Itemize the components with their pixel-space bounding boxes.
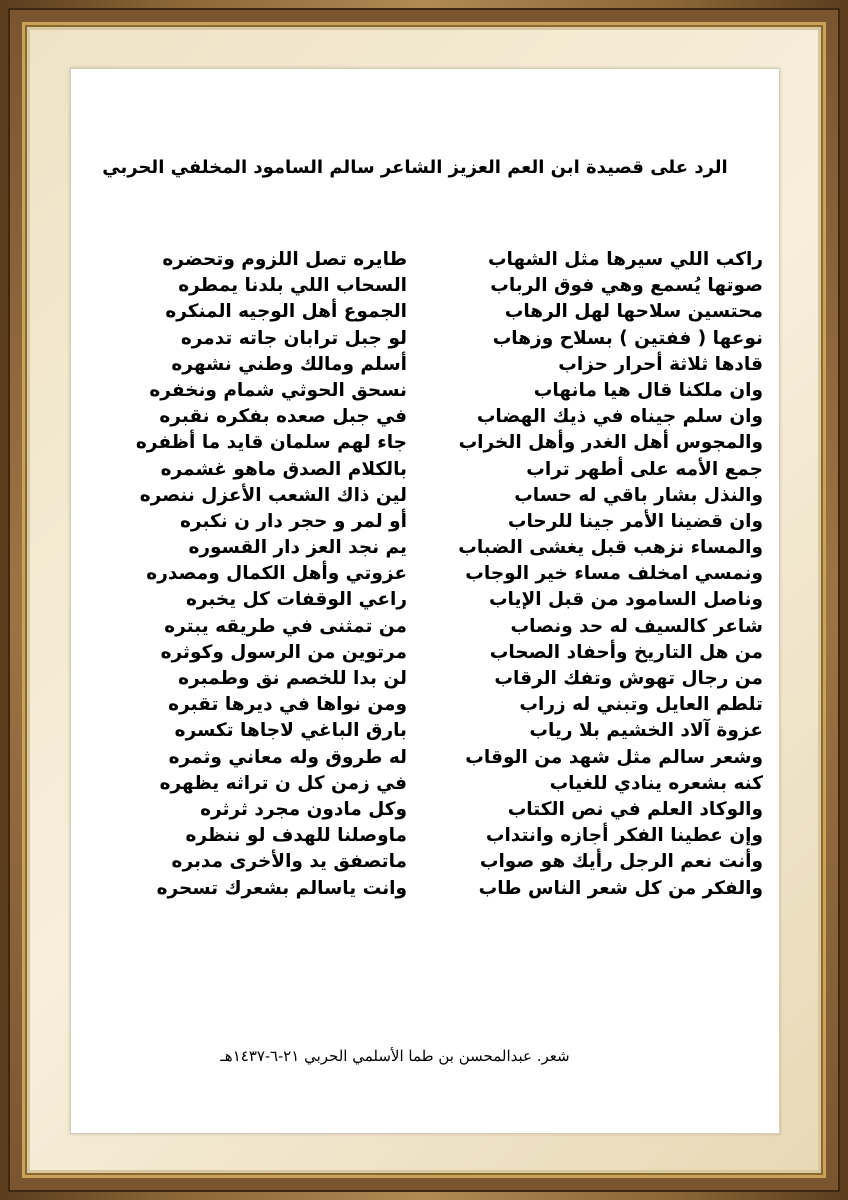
verse-line: ماتصفق يد والأخرى مدبره — [171, 851, 407, 873]
verse-line: والمساء نزهب قبل يغشى الضباب — [458, 537, 763, 559]
verse-line: من تمثنى في طريقه يبتره — [164, 615, 407, 637]
verse-line: بالكلام الصدق ماهو غشمره — [160, 458, 407, 480]
verse-line: صوتها يُسمع وهي فوق الرباب — [490, 275, 763, 297]
verse-line: ونمسي امخلف مساء خير الوجاب — [465, 563, 763, 585]
verse-line: وان سلم جيناه في ذيك الهضاب — [476, 406, 763, 428]
verse-line: لين ذاك الشعب الأعزل ننصره — [139, 484, 407, 506]
poem-body — [71, 247, 779, 1007]
verse-line: يم نجد العز دار القسوره — [188, 537, 407, 559]
second-hemistichs-column — [77, 247, 407, 902]
verse-line: من هل التاريخ وأحفاد الصحاب — [489, 641, 763, 663]
poem-document — [70, 68, 780, 1134]
verse-line: والنذل بشار باقي له حساب — [514, 484, 763, 506]
verse-line: وناصل السامود من قبل الإياب — [488, 589, 763, 611]
verse-line: بارق الباغي لاجاها تكسره — [174, 720, 407, 742]
verse-line: أو لمر و حجر دار ن نكبره — [180, 510, 407, 532]
verse-line: الجموع أهل الوجيه المنكره — [165, 301, 407, 323]
verse-line: ومن نواها في ديرها تقبره — [168, 694, 407, 716]
verse-line: نسحق الحوثي شمام ونخفره — [149, 379, 407, 401]
verse-line: لو جبل ترابان جاته تدمره — [180, 327, 407, 349]
verse-line: لن بدا للخصم نق وطمبره — [178, 668, 407, 689]
verse-line: نوعها ( ففتين ) بسلاح وزهاب — [492, 327, 763, 349]
verse-line: مرتوين من الرسول وكوثره — [160, 641, 407, 663]
verse-line: طايره تصل اللزوم وتحضره — [162, 249, 407, 270]
verse-line: والمجوس أهل الغدر وأهل الخراب — [458, 432, 763, 454]
verse-line: وإن عطينا الفكر أجازه وانتداب — [485, 825, 763, 847]
first-hemistichs-column — [433, 247, 763, 902]
verse-line: له طروق وله معاني وثمره — [168, 746, 407, 768]
verse-line: وشعر سالم مثل شهد من الوقاب — [465, 746, 763, 768]
verse-line: جمع الأمه على أطهر تراب — [526, 458, 763, 480]
verse-line: في جبل صعده بفكره نقبره — [159, 406, 407, 428]
verse-line: ماوصلنا للهدف لو ننظره — [185, 825, 407, 847]
verse-line: وان قضينا الأمر جينا للرحاب — [507, 510, 763, 532]
verse-line: من رجال تهوش وتفك الرقاب — [494, 668, 763, 689]
verse-line: وان ملكنا قال هيا مانهاب — [533, 379, 763, 401]
verse-line: السحاب اللي بلدنا يمطره — [178, 275, 407, 297]
verse-line: شاعر كالسيف له حد ونصاب — [510, 615, 763, 637]
poem-title: الرد على قصيدة ابن العم العزيز الشاعر سالم السامود المخلفي الحربي — [102, 157, 728, 178]
verse-line: وانت ياسالم بشعرك تسحره — [156, 877, 407, 899]
poem-signature: شعر. عبدالمحسن بن طما الأسلمي الحربي ٢١-٦-١٤٣٧هـ — [220, 1047, 570, 1065]
verse-line: وكل مادون مجرد ثرثره — [200, 798, 407, 820]
verse-line: كنه بشعره ينادي للغياب — [549, 772, 763, 794]
verse-line: محتسين سلاحها لهل الرهاب — [504, 301, 763, 323]
verse-line: راكب اللي سيرها مثل الشهاب — [487, 249, 763, 270]
verse-line: راعي الوقفات كل يخبره — [185, 589, 407, 611]
verse-line: أسلم ومالك وطني نشهره — [171, 353, 407, 375]
verse-line: عزوة آلاد الخشيم بلا رياب — [529, 720, 763, 742]
verse-line: تلطم العايل وتبني له زراب — [519, 694, 763, 716]
verse-line: في زمن كل ن تراثه يظهره — [159, 772, 407, 794]
verse-line: جاء لهم سلمان قايد ما أظفره — [135, 432, 407, 454]
verse-line: والوكاد العلم في نص الكتاب — [507, 798, 763, 820]
verse-line: عزوتي وأهل الكمال ومصدره — [146, 563, 407, 585]
verse-line: وأنت نعم الرجل رأيك هو صواب — [479, 851, 763, 873]
verse-line: والفكر من كل شعر الناس طاب — [478, 877, 763, 899]
verse-line: قادها ثلاثة أحرار حزاب — [558, 353, 763, 375]
